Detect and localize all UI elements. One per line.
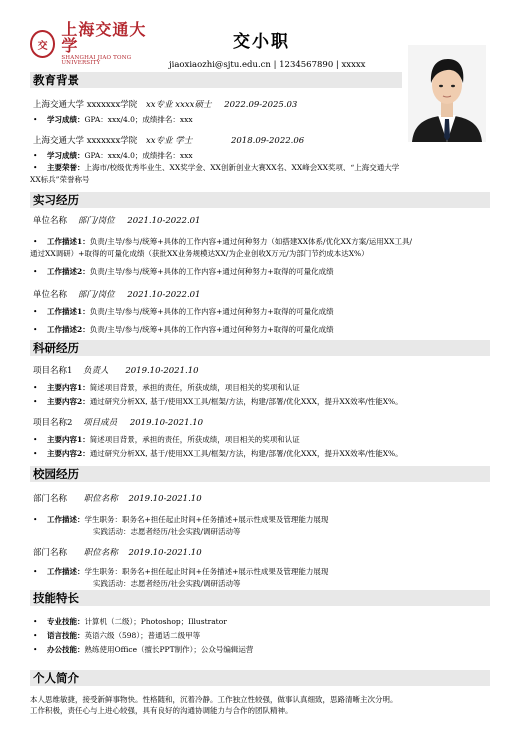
intern-1-line-3: • 工作描述2：负责/主导/参与/统筹+具体的工作内容+通过何种努力+取得的可量化成绩 xyxy=(33,267,334,276)
research-2-line-2: • 主要内容2：通过研究分析XX, 基于/使用XX工具/框架/方法，构建/部署/优化XXX，提升XX效率/性能X%。 xyxy=(33,449,403,458)
intern-entry-1: 单位名称 部门/岗位 2021.10-2022.01 xyxy=(33,216,201,226)
profile-line-2: 工作积极，责任心与上进心较强，具有良好的沟通协调能力与合作的团队精神。 xyxy=(30,706,293,715)
edu-1-line-1: • 学习成绩：GPA：xxx/4.0；成绩排名：xxx xyxy=(33,115,193,124)
edu-entry-1 xyxy=(33,98,297,110)
candidate-name: 交小职 xyxy=(233,32,290,52)
skill-item-language: • 语言技能：英语六级（598）；普通话二级甲等 xyxy=(33,631,201,640)
research-entry-1: 项目名称1 负责人 2019.10-2021.10 xyxy=(33,366,199,376)
edu-school: 上海交通大学 xyxy=(33,100,85,110)
logo-en-text: SHANGHAI JIAO TONG UNIVERSITY xyxy=(61,54,132,66)
skill-item-office: • 办公技能：熟练使用Office（擅长PPT制作）；公众号编辑运营 xyxy=(33,645,254,654)
campus-2-line-1: • 工作描述：学生职务：职务名+担任起止时间+任务描述+展示性成果及管理能力展现 xyxy=(33,567,329,576)
skill-item-professional: • 专业技能：计算机（二级）；Photoshop；Illustrator xyxy=(33,617,227,626)
section-campus: 校园经历 xyxy=(30,466,490,482)
contact-info: jiaoxiaozhi@sjtu.edu.cn | 1234567890 | xxxxx xyxy=(169,60,366,70)
section-skills: 技能特长 xyxy=(30,590,490,606)
university-logo xyxy=(30,19,160,66)
campus-entry-2: 部门名称 职位名称 2019.10-2021.10 xyxy=(33,548,202,558)
section-internship: 实习经历 xyxy=(30,192,490,208)
edu-entry-2 xyxy=(33,134,304,146)
logo-cn-text: 上海交通大学 xyxy=(61,19,147,55)
intern-entry-2: 单位名称 部门/岗位 2021.10-2022.01 xyxy=(33,290,201,300)
edu-college: xxxxxxx学院 xyxy=(86,100,138,110)
edu-college: xxxxxxx学院 xyxy=(86,136,138,146)
profile-photo xyxy=(408,45,486,142)
edu-period: 2022.09-2025.03 xyxy=(224,100,298,110)
edu-degree: xx专业 学士 xyxy=(145,136,193,146)
profile-text xyxy=(30,694,492,716)
research-entry-2: 项目名称2 项目成员 2019.10-2021.10 xyxy=(33,418,204,428)
edu-2-line-2: • 主要荣誉：上海市/校级优秀毕业生、XX奖学金、XX创新创业大赛XX名、XX峰会XX奖项、“上海交通大学 xyxy=(33,163,400,172)
campus-1-line-1: • 工作描述：学生职务：职务名+担任起止时间+任务描述+展示性成果及管理能力展现 xyxy=(33,515,329,524)
intern-1-line-2: 通过XX调研）+取得的可量化成绩（获批XX业务规模达XX/为企业创收X万元/为部门节约成本达X%） xyxy=(30,249,369,258)
edu-2-line-1: • 学习成绩：GPA：xxx/4.0；成绩排名：xxx xyxy=(33,151,193,160)
logo-wordmark xyxy=(61,19,160,67)
section-research: 科研经历 xyxy=(30,340,490,356)
research-2-line-1: • 主要内容1：简述项目背景，承担的责任，所获成绩，项目相关的奖项和认证 xyxy=(33,435,300,444)
research-1-line-1: • 主要内容1：简述项目背景，承担的责任，所获成绩，项目相关的奖项和认证 xyxy=(33,383,300,392)
profile-line-1: 本人思维敏捷，接受新鲜事物快。性格随和，沉着冷静。工作独立性较强，做事认真细致，思路清晰主次分明。 xyxy=(30,695,398,704)
intern-2-line-1: • 工作描述1：负责/主导/参与/统筹+具体的工作内容+通过何种努力+取得的可量化成绩 xyxy=(33,307,334,316)
section-profile: 个人简介 xyxy=(30,670,490,686)
section-education: 教育背景 xyxy=(30,72,402,88)
campus-entry-1: 部门名称 职位名称 2019.10-2021.10 xyxy=(33,494,202,504)
edu-period: 2018.09-2022.06 xyxy=(230,136,305,146)
edu-2-line-3: XX标兵”荣誉称号 xyxy=(30,175,90,184)
campus-1-line-2: 实践活动：志愿者经历/社会实践/调研活动等 xyxy=(93,527,241,536)
campus-2-line-2: 实践活动：志愿者经历/社会实践/调研活动等 xyxy=(93,579,241,588)
portrait-image xyxy=(408,45,486,142)
edu-school: 上海交通大学 xyxy=(33,136,85,146)
intern-2-line-2: • 工作描述2：负责/主导/参与/统筹+具体的工作内容+通过何种努力+取得的可量化成绩 xyxy=(33,325,334,334)
edu-degree: xx专业 xxxx硕士 xyxy=(145,100,212,110)
research-1-line-2: • 主要内容2：通过研究分析XX, 基于/使用XX工具/框架/方法，构建/部署/优化XXX，提升XX效率/性能X%。 xyxy=(33,397,403,406)
logo-seal: 交 xyxy=(30,30,55,58)
intern-1-line-1: • 工作描述1：负责/主导/参与/统筹+具体的工作内容+通过何种努力（如搭建XX体系/优化XX方案/运用XX工具/ xyxy=(33,237,412,246)
